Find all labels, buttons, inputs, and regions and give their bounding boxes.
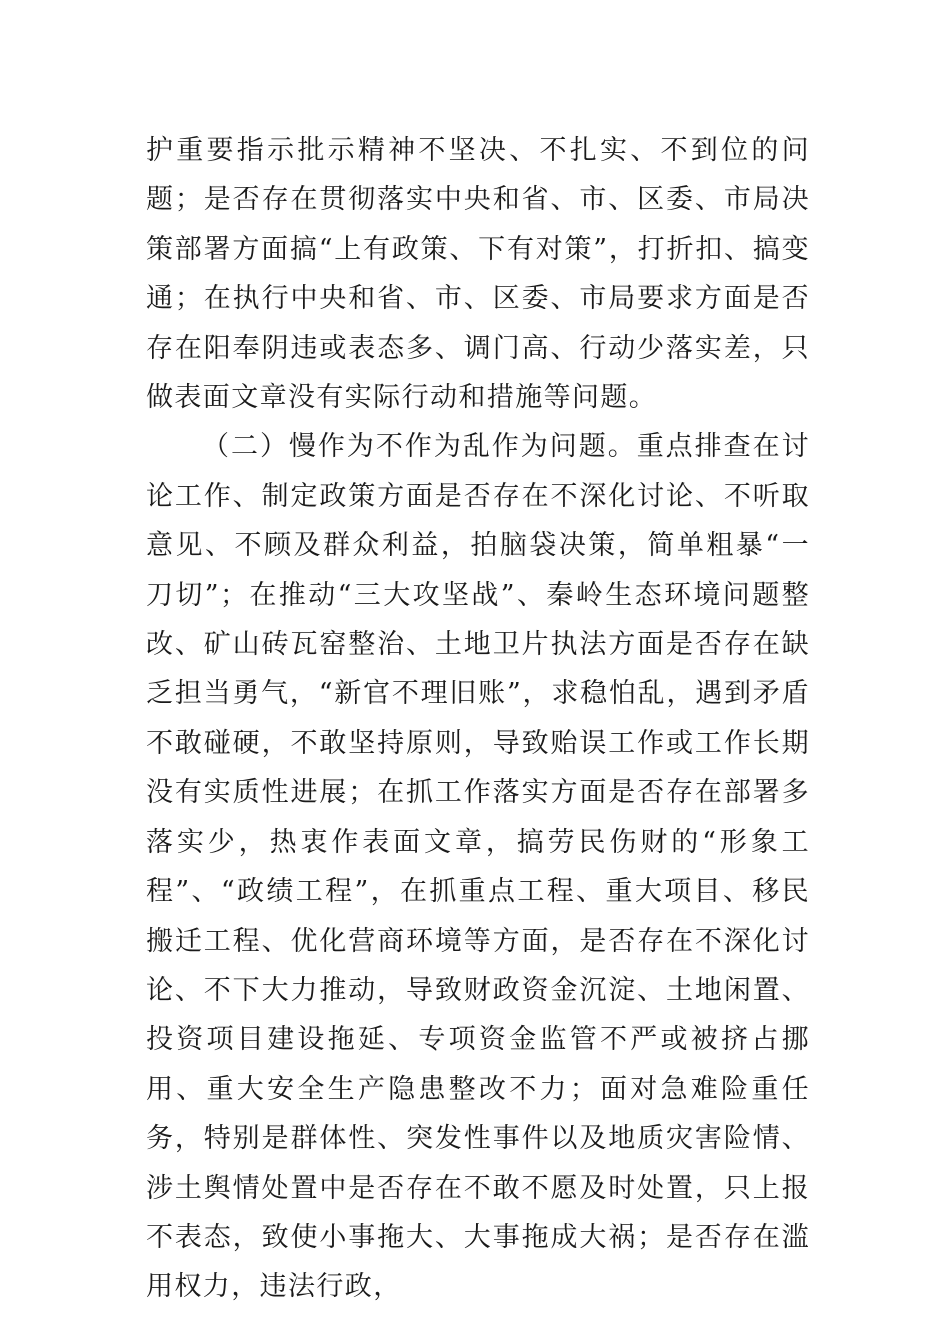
paragraph-continuation: 护重要指示批示精神不坚决、不扎实、不到位的问题；是否存在贯彻落实中央和省、市、区委、市局决策部署方面搞“上有政策、下有对策”，打折扣、搞变通；在执行中央和省、市、区委、市局要求方面是否存在阳奉阴违或表态多、调门高、行动少落实差，只做表面文章没有实际行动和措施等问题。 — [146, 135, 810, 414]
document-body — [146, 126, 810, 1312]
paragraph-section-two: （二）慢作为不作为乱作为问题。重点排查在讨论工作、制定政策方面是否存在不深化讨论、不听取意见、不顾及群众利益，拍脑袋决策，简单粗暴“一刀切”；在推动“三大攻坚战”、秦岭生态环境问题整改、矿山砖瓦窑整治、土地卫片执法方面是否存在缺乏担当勇气，“新官不理旧账”，求稳怕乱，遇到矛盾不敢碰硬，不敢坚持原则，导致贻误工作或工作长期没有实质性进展；在抓工作落实方面是否存在部署多落实少，热衷作表面文章，搞劳民伤财的“形象工程”、“政绩工程”，在抓重点工程、重大项目、移民搬迁工程、优化营商环境等方面，是否存在不深化讨论、不下大力推动，导致财政资金沉淀、土地闲置、投资项目建设拖延、专项资金监管不严或被挤占挪用、重大安全生产隐患整改不力；面对急难险重任务，特别是群体性、突发性事件以及地质灾害险情、涉土舆情处置中是否存在不敢不愿及时处置，只上报不表态，致使小事拖大、大事拖成大祸；是否存在滥用权力，违法行政， — [146, 431, 810, 1303]
